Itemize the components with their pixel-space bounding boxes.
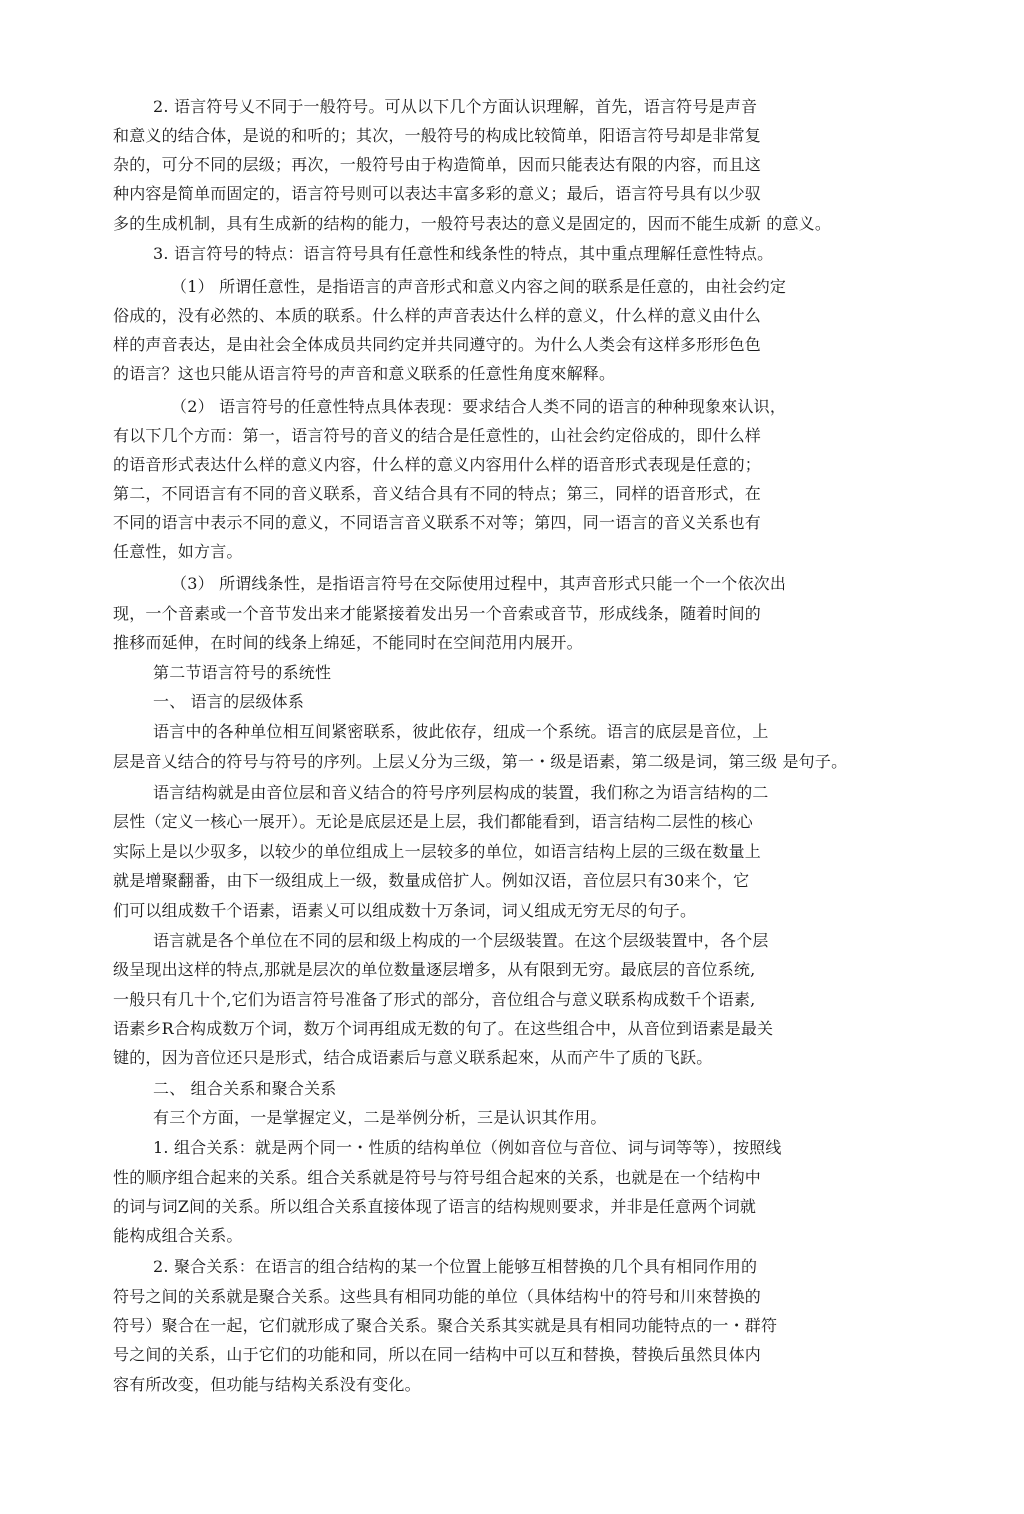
text-line: 2. 聚合关系：在语言的组合结构的某一个位置上能够互相替换的几个具有相同作用的 — [153, 1257, 758, 1276]
text-line: （1） 所谓任意性，是指语言的声音形式和意义内容之间的联系是任意的，由社会约定 — [171, 277, 787, 296]
text-line: 键的，因为音位还只是形式，结合成语素后与意义联系起來，从而产牛了质的飞跃。 — [113, 1048, 713, 1067]
text-line: 推移而延伸，在时间的线条上绵延，不能同时在空间范用内展开。 — [113, 633, 583, 652]
text-line: 层性（定义一核心一展开）。无论是底层还是上层，我们都能看到，语言结构二层性的核心 — [113, 812, 754, 831]
text-line: 和意义的结合体，是说的和听的；其次，一般符号的构成比较简单，阳语言符号却是非常复 — [113, 126, 762, 145]
text-line: 3. 语言符号的特点：语言符号具有任意性和线条性的特点，其中重点理解任意性特点。 — [153, 244, 774, 263]
text-line: （2） 语言符号的任意性特点具体表现：要求结合人类不同的语言的种种现象來认识， — [171, 397, 787, 416]
text-line: 符号之间的关系就是聚合关系。这些具有相同功能的单位（具体结构屮的符号和川來替换的 — [113, 1287, 762, 1306]
text-line: 能构成组合关系。 — [113, 1226, 243, 1245]
text-line: 级呈现出这样的特点,那就是层次的单位数量逐层增多，从有限到无穷。最底层的音位系统, — [113, 960, 756, 979]
text-line: 有三个方面，一是掌握定义，二是举例分析，三是认识其作用。 — [153, 1108, 607, 1127]
text-line: 语言就是各个单位在不同的层和级上构成的一个层级装置。在这个层级装置中，各个层 — [153, 931, 769, 950]
text-line: 的语言？这也只能从语言符号的声音和意义联系的任意性角度來解释。 — [113, 364, 616, 383]
text-line: 任意性，如方言。 — [113, 542, 243, 561]
text-line: 现，一个音素或一个音节发出来才能紧接着发出另一个音索或音节，形成线条，随着时间的 — [113, 604, 762, 623]
text-line: 实际上是以少驭多，以较少的单位组成上一层较多的单位，如语言结构上层的三级在数量上 — [113, 842, 762, 861]
text-line: 的词与词Z间的关系。所以组合关系直接体现了语言的结构规则要求，并非是任意两个词就 — [113, 1197, 757, 1216]
text-line: 1. 组合关系：就是两个同一・性质的结构单位（例如音位与音位、词与词等等），按照线 — [153, 1138, 782, 1157]
text-line: 俗成的，没有必然的、本质的联系。什么样的声音表达什么样的意义，什么样的意义由什么 — [113, 306, 762, 325]
subsection-heading: 二、 组合关系和聚合关系 — [153, 1079, 337, 1098]
text-line: 第二，不同语言有不同的音义联系，音义结合具有不同的特点；第三，同样的语音形式，在 — [113, 484, 762, 503]
text-line: 不同的语言中表示不同的意义，不同语言音义联系不对等；第四，同一语言的音义关系也有 — [113, 513, 762, 532]
text-line: 多的生成机制，具有生成新的结构的能力，一般符号表达的意义是固定的，因而不能生成新 的意义。 — [113, 214, 832, 233]
text-line: 语言结构就是由音位层和音义结合的符号序列层构成的装置，我们称之为语言结构的二 — [153, 783, 769, 802]
subsection-heading: 一、 语言的层级体系 — [153, 692, 305, 711]
text-line: 的语音形式表达什么样的意义内容，什么样的意义内容用什么样的语音形式表现是任意的； — [113, 455, 762, 474]
text-line: 层是音乂结合的符号与符号的序列。上层乂分为三级，第一・级是语素，第二级是词，第三级 是句子。 — [113, 752, 848, 771]
text-line: 样的声音表达，是由社会全体成员共同约定并共同遵守的。为什么人类会有这样多形形色色 — [113, 335, 762, 354]
text-line: 语言中的各种单位相互间紧密联系，彼此依存，纽成一个系统。语言的底层是音位，上 — [153, 722, 769, 741]
text-line: 就是增聚翻番，由下一级组成上一级，数量成倍扩人。例如汉语，音位层只有30来个，它 — [113, 871, 750, 890]
text-line: 有以下几个方而：第一，语言符号的音义的结合是任意性的，山社会约定俗成的，即什么样 — [113, 426, 762, 445]
text-line: 2. 语言符号乂不同于一般符号。可从以下几个方面认识理解，首先，语言符号是声音 — [153, 97, 758, 116]
text-line: 容有所改变，但功能与结构关系没有变化。 — [113, 1375, 421, 1394]
text-line: 性的顺序组合起来的关系。组合关系就是符号与符号组合起來的关系，也就是在一个结构中 — [113, 1168, 762, 1187]
text-line: （3） 所谓线条性，是指语言符号在交际使用过程中，其声音形式只能一个一个依次出 — [171, 574, 787, 593]
text-line: 杂的，可分不同的层级；再次，一般符号由于构造简单，因而只能表达有限的内容，而且这 — [113, 155, 762, 174]
text-line: 种内容是简单而固定的，语言符号则可以表达丰富多彩的意义；最后，语言符号具有以少驭 — [113, 184, 762, 203]
section-heading: 第二节语言符号的系统性 — [153, 663, 332, 682]
text-line: 语素乡R合构成数万个词，数万个词再组成无数的句了。在这些组合中，从音位到语素是最关 — [113, 1019, 774, 1038]
text-line: 们可以组成数千个语素，语素乂可以组成数十万条词，词乂组成无穷无尽的句子。 — [113, 901, 697, 920]
text-line: 号之间的关系，山于它们的功能和同，所以在同一结构中可以互和替换，替换后虽然貝体内 — [113, 1345, 762, 1364]
text-line: 符号）聚合在一起，它们就形成了聚合关系。聚合关系其实就是具有相同功能特点的一・群符 — [113, 1316, 778, 1335]
text-line: 一般只有几十个,它们为语言符号准备了形式的部分，音位组合与意义联系构成数千个语素, — [113, 990, 756, 1009]
